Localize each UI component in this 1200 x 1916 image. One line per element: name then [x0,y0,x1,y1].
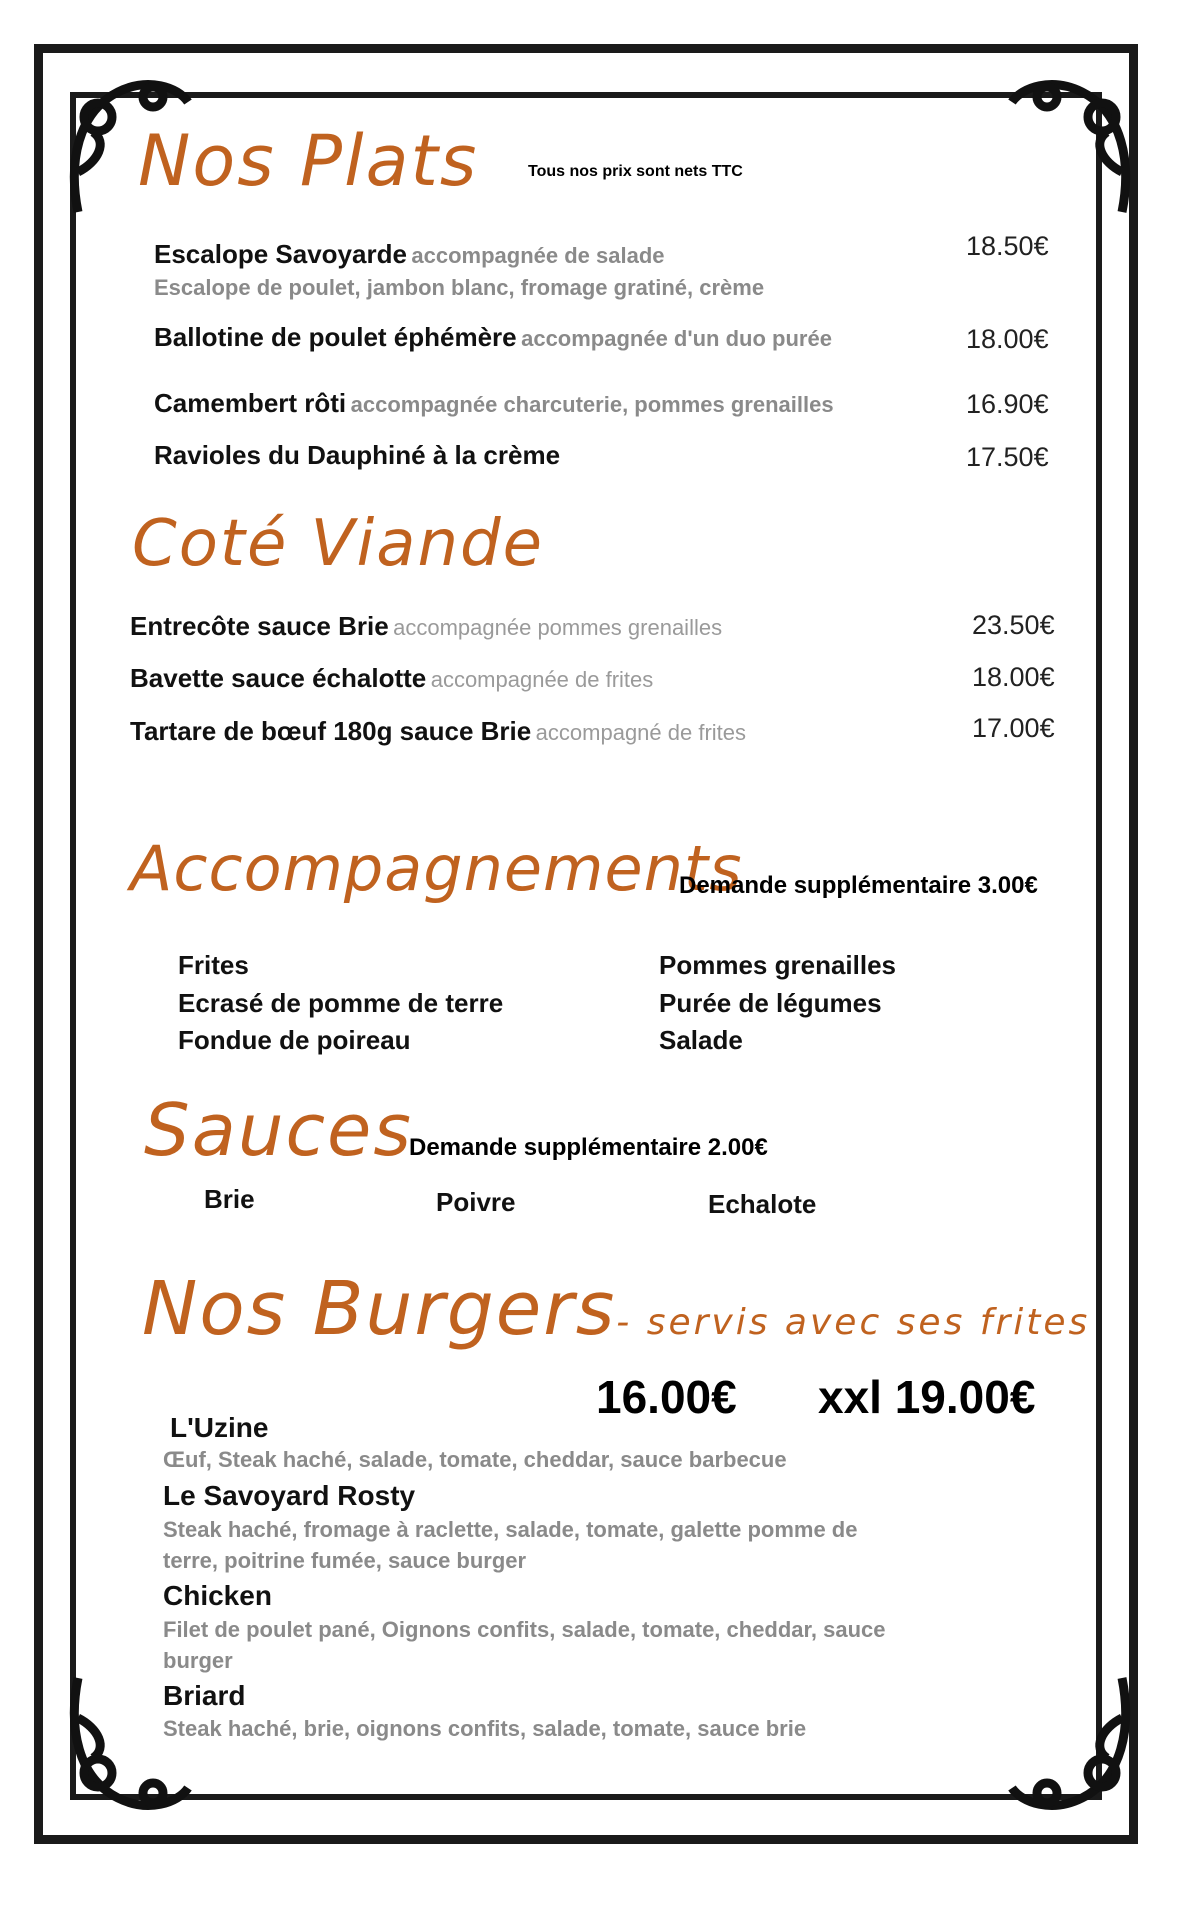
item-name: Tartare de bœuf 180g sauce Brie [130,716,532,746]
item-name: Entrecôte sauce Brie [130,611,389,641]
burgers-subtitle: - servis avec ses frites [616,1302,1091,1343]
side-item: Fondue de poireau [178,1025,411,1055]
sauce-item: Brie [204,1184,255,1214]
menu-item [130,613,722,639]
item-price: 17.50€ [966,442,1049,472]
prices-note: Tous nos prix sont nets TTC [528,163,743,180]
menu-item [154,390,834,416]
item-price: 18.00€ [972,662,1055,692]
menu-item [154,324,832,350]
supplement-note: Demande supplémentaire 2.00€ [409,1134,768,1161]
side-item: Pommes grenailles [659,950,896,980]
burger-name: Chicken [163,1580,272,1611]
item-accompaniment: accompagnée de salade [411,243,665,268]
burgers-title: Nos Burgers [142,1266,617,1352]
item-description: Escalope de poulet, jambon blanc, fromage gratiné, crème [154,275,765,300]
menu-item [130,718,746,744]
item-price: 16.90€ [966,389,1049,419]
section-title-accompagnements: Accompagnements [130,832,743,905]
menu-item [154,241,665,267]
burger-description: Œuf, Steak haché, salade, tomate, cheddar, sauce barbecue [163,1447,787,1472]
burger-price: 16.00€ [596,1371,737,1423]
sauce-item: Poivre [436,1187,516,1217]
side-item: Salade [659,1025,743,1055]
item-accompaniment: accompagné de frites [535,720,747,745]
section-title-cote-viande: Coté Viande [132,507,544,581]
burger-name: Briard [163,1680,246,1711]
item-accompaniment: accompagnée d'un duo purée [521,326,832,351]
side-item: Ecrasé de pomme de terre [178,988,504,1018]
burger-name: Le Savoyard Rosty [163,1480,416,1511]
item-name: Camembert rôti [154,388,347,418]
item-price: 18.00€ [966,324,1049,354]
item-name: Ravioles du Dauphiné à la crème [154,440,561,470]
side-item: Frites [178,950,249,980]
item-accompaniment: accompagnée charcuterie, pommes grenailles [350,392,834,417]
item-price: 23.50€ [972,610,1055,640]
burger-description: Steak haché, brie, oignons confits, salade, tomate, sauce brie [163,1716,807,1741]
section-title-sauces: Sauces [144,1088,413,1172]
menu-item [130,665,653,691]
supplement-note: Demande supplémentaire 3.00€ [679,872,1038,899]
burger-description: burger [163,1648,233,1673]
burger-description: terre, poitrine fumée, sauce burger [163,1548,527,1573]
burger-price-xxl: xxl 19.00€ [818,1371,1036,1423]
item-price: 17.00€ [972,713,1055,743]
item-price: 18.50€ [966,231,1049,261]
item-name: Bavette sauce échalotte [130,663,427,693]
item-accompaniment: accompagnée pommes grenailles [393,615,723,640]
burger-description: Filet de poulet pané, Oignons confits, salade, tomate, cheddar, sauce [163,1617,886,1642]
burger-description: Steak haché, fromage à raclette, salade, tomate, galette pomme de [163,1517,858,1542]
side-item: Purée de légumes [659,988,882,1018]
item-accompaniment: accompagnée de frites [430,667,654,692]
sauce-item: Echalote [708,1189,817,1219]
section-title-nos-plats: Nos Plats [138,120,479,202]
burger-name: L'Uzine [170,1412,269,1443]
corner-ornament-icon [992,72,1142,222]
item-name: Ballotine de poulet éphémère [154,322,517,352]
corner-ornament-icon [992,1668,1142,1818]
section-title-burgers [142,1266,1091,1352]
item-name: Escalope Savoyarde [154,239,407,269]
